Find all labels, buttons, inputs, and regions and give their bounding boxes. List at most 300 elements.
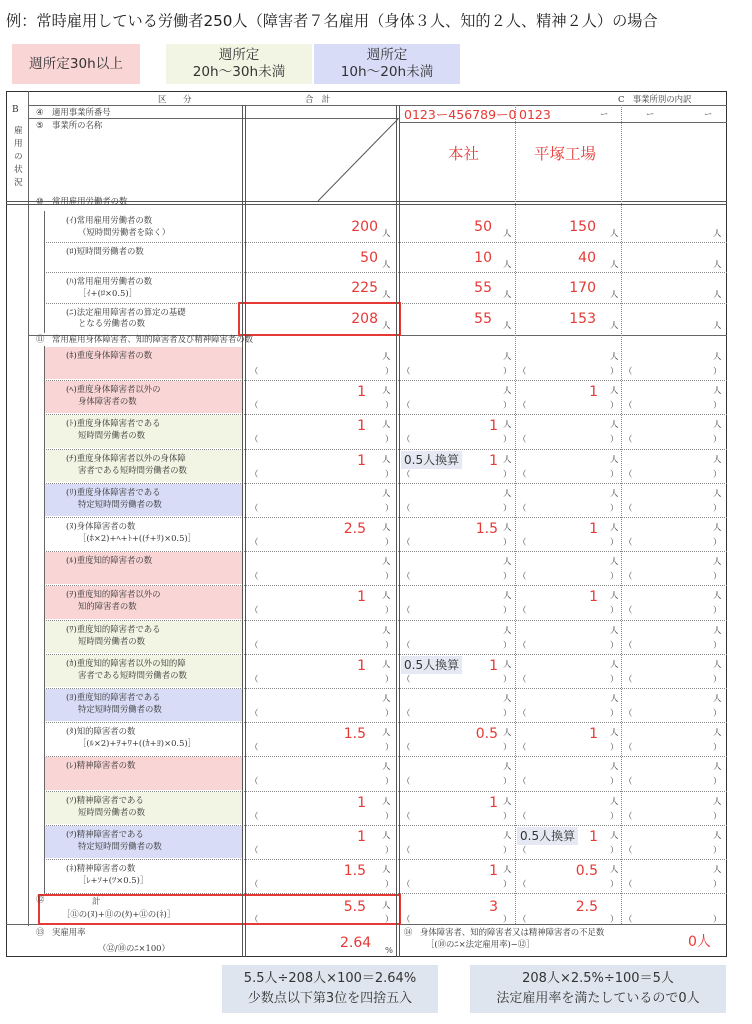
s10-row-2-hiratsuka: 170 — [569, 280, 596, 296]
s11-row-3-total-paren-open: （ — [250, 468, 259, 479]
s11-row-3-hiratsuka-unit: 人 — [610, 453, 619, 464]
office-name-hiratsuka: 平塚工場 — [534, 145, 597, 163]
s11-row-15-hiratsuka-paren-close: ） — [610, 879, 619, 889]
s11-row-3-honsha: 1 — [489, 452, 498, 469]
s11-row-10-total-paren-open: （ — [250, 708, 259, 718]
s10-row-1-divider — [44, 272, 727, 273]
s11-row-6-hiratsuka-paren-open: （ — [518, 571, 527, 582]
s11-row-0-label: (ﾎ)重度身体障害者の数 — [66, 350, 153, 360]
col-header-breakdown: C 事業所別の内訳 — [618, 94, 692, 104]
calc-note-right-line1: 208人×2.5%÷100＝5人 — [522, 971, 674, 986]
s11-row-13-hiratsuka-paren-close: ） — [610, 810, 619, 821]
s11-row-6-hiratsuka-unit: 人 — [610, 556, 619, 567]
s11-row-4-col3-paren-close: ） — [713, 502, 722, 513]
s11-row-4-honsha-paren-close: ） — [503, 502, 512, 513]
s10-row-3-honsha: 55 — [474, 310, 492, 327]
s11-row-8-hiratsuka-paren-close: ） — [610, 639, 619, 650]
s11-row-2-total-paren-close: ） — [385, 434, 394, 445]
s11-row-13-sublabel: 短時間労働者の数 — [78, 806, 145, 817]
s11-row-0-honsha-paren-open: （ — [402, 366, 411, 376]
s11-row-7-col3-paren-close: ） — [713, 605, 722, 616]
s11-row-12-honsha-paren-open: （ — [402, 776, 411, 787]
s11-row-7-col3-paren-open: （ — [624, 605, 633, 616]
s11-row-1-honsha-paren-open: （ — [402, 400, 411, 411]
s11-row-9-honsha-unit: 人 — [503, 658, 512, 669]
s11-row-1-hiratsuka: 1 — [589, 384, 598, 401]
col-divider-breakdown-2-3 — [621, 105, 622, 924]
office-code-line — [399, 122, 727, 123]
row12-honsha: 3 — [489, 899, 498, 916]
s10-row-2-total-unit: 人 — [382, 289, 391, 299]
s11-row-14-honsha-paren-open: （ — [402, 844, 411, 855]
s11-row-4-hiratsuka-paren-close: ） — [610, 502, 619, 513]
row12-total-unit: 人 — [382, 900, 391, 911]
row12-total-paren-close: ） — [385, 914, 394, 925]
s11-row-0-hiratsuka-unit: 人 — [610, 351, 619, 361]
s11-row-7-honsha-paren-close: ） — [503, 605, 512, 616]
s11-row-3-hiratsuka-paren-open: （ — [518, 468, 527, 479]
s11-row-10-total-unit: 人 — [382, 693, 391, 703]
s10-row-1-total-unit: 人 — [382, 258, 391, 269]
s11-row-11-total-paren-close: ） — [385, 742, 394, 753]
row5-number: ⑤ — [36, 120, 44, 130]
s11-row-11-hiratsuka-paren-open: （ — [518, 742, 527, 753]
s10-row-3-honsha-unit: 人 — [503, 319, 512, 330]
s11-row-8-honsha-paren-close: ） — [503, 639, 512, 650]
row12-number: ⑫ — [36, 894, 45, 904]
s11-row-14-col3-paren-open: （ — [624, 844, 633, 855]
s10-row-2-sublabel: ［ｲ+(ﾛ×0.5)］ — [78, 287, 138, 298]
s11-row-1-col3-paren-open: （ — [624, 400, 633, 411]
s11-row-8-total-unit: 人 — [382, 624, 391, 635]
s10-row-0-hiratsuka-unit: 人 — [610, 228, 619, 238]
s11-row-13-total: 1 — [357, 794, 366, 811]
s11-row-5-honsha-paren-open: （ — [402, 537, 411, 547]
s11-row-10-label: (ﾖ)重度知的障害者である — [66, 692, 161, 702]
s11-row-15-total: 1.5 — [343, 863, 366, 879]
s11-row-10-hiratsuka-unit: 人 — [610, 693, 619, 703]
s11-row-10-honsha-paren-close: ） — [503, 708, 512, 718]
s11-row-9-label: (ｶ)重度知的障害者以外の知的障 — [66, 657, 186, 668]
s11-row-3-honsha-paren-open: （ — [402, 468, 411, 479]
row13-label: 実雇用率 — [52, 927, 86, 937]
s11-row-14-hiratsuka-paren-open: （ — [518, 844, 527, 855]
section11-label: 常用雇用身体障害者、知的障害者及び精神障害者の数 — [52, 334, 253, 344]
calc-note-actual-rate — [222, 965, 438, 1013]
shortfall-count: 0人 — [688, 934, 711, 950]
s10-row-0-honsha: 50 — [474, 219, 492, 235]
s11-row-10-honsha-paren-open: （ — [402, 708, 411, 718]
s10-row-0-total: 200 — [351, 219, 378, 235]
s10-row-1-hiratsuka: 40 — [578, 249, 596, 266]
row12-honsha-paren-close: ） — [503, 914, 512, 925]
s10-row-1-col3-unit: 人 — [713, 258, 722, 269]
s11-row-1-col3-paren-close: ） — [713, 400, 722, 411]
s11-row-9-total: 1 — [357, 657, 366, 674]
s11-row-1-sublabel: 身体障害者の数 — [78, 396, 137, 407]
s11-row-5-sublabel: ［(ﾎ×2)+ﾍ+ﾄ+((ﾁ+ﾘ)×0.5)］ — [78, 533, 197, 543]
s11-row-15-label: (ﾈ)精神障害者の数 — [66, 863, 136, 873]
s11-row-7-total-paren-close: ） — [385, 605, 394, 616]
s11-row-3-honsha-unit: 人 — [503, 453, 512, 464]
s11-row-10-sublabel: 特定短時間労働者の数 — [78, 704, 162, 714]
s11-row-5-hiratsuka-paren-open: （ — [518, 537, 527, 547]
s11-row-14-col3-unit: 人 — [713, 829, 722, 840]
s11-row-9-sublabel: 害者である短時間労働者の数 — [78, 669, 187, 680]
s11-row-14-total-paren-open: （ — [250, 844, 259, 855]
s11-row-9-total-paren-close: ） — [385, 673, 394, 684]
s11-row-11-hiratsuka-unit: 人 — [610, 727, 619, 738]
s11-row-12-hiratsuka-paren-open: （ — [518, 776, 527, 787]
s11-row-4-sublabel: 特定短時間労働者の数 — [78, 498, 162, 509]
row14-formula: ［(⑩のﾆ×法定雇用率)−⑫］ — [426, 939, 535, 949]
s10-row-0-label: (ｲ)常用雇用労働者の数 — [66, 215, 153, 225]
s11-row-8-total-paren-open: （ — [250, 639, 259, 650]
s11-row-9-honsha: 1 — [489, 657, 498, 674]
s11-row-14-honsha-paren-close: ） — [503, 844, 512, 855]
s11-row-8-col3-paren-open: （ — [624, 639, 633, 650]
s11-row-13-honsha: 1 — [489, 794, 498, 811]
s11-row-14-divider — [44, 859, 727, 860]
s11-row-14-hiratsuka-paren-close: ） — [610, 844, 619, 855]
s11-row-5-hiratsuka-unit: 人 — [610, 522, 619, 532]
s11-row-0-col3-unit: 人 — [713, 351, 722, 361]
s11-row-11-col3-paren-close: ） — [713, 742, 722, 753]
section11-number: ⑪ — [36, 334, 45, 344]
s11-row-15-col3-unit: 人 — [713, 864, 722, 874]
s11-row-2-hiratsuka-unit: 人 — [610, 419, 619, 430]
s10-row-0-honsha-unit: 人 — [503, 228, 512, 238]
row12-col3-paren-open: （ — [624, 914, 633, 925]
s11-row-15-hiratsuka-unit: 人 — [610, 864, 619, 874]
s11-row-12-total-paren-open: （ — [250, 776, 259, 787]
s11-row-4-label: (ﾘ)重度身体障害者である — [66, 486, 161, 497]
s11-row-13-hiratsuka-unit: 人 — [610, 795, 619, 806]
s11-row-12-total-unit: 人 — [382, 761, 391, 772]
s11-row-9-conversion-tag: 0.5人換算 — [401, 656, 462, 674]
s10-row-0-total-unit: 人 — [382, 228, 391, 238]
s10-row-0-col3-unit: 人 — [713, 228, 722, 238]
s11-row-9-col3-paren-close: ） — [713, 673, 722, 684]
s11-row-7-col3-unit: 人 — [713, 590, 722, 601]
page-title: 例：常時雇用している労働者250人（障害者７名雇用（身体３人、知的２人、精神２人）の場合 — [6, 12, 658, 30]
s11-row-5-hiratsuka: 1 — [589, 521, 598, 537]
s11-row-2-hiratsuka-paren-open: （ — [518, 434, 527, 445]
s11-row-1-label: (ﾍ)重度身体障害者以外の — [66, 384, 161, 395]
s11-row-2-col3-unit: 人 — [713, 419, 722, 430]
s11-row-5-hiratsuka-paren-close: ） — [610, 537, 619, 547]
col-divider-breakdown-1-2 — [515, 105, 516, 924]
s11-row-6-hiratsuka-paren-close: ） — [610, 571, 619, 582]
row12-total-paren-open: （ — [250, 914, 259, 925]
s11-row-10-col3-paren-open: （ — [624, 708, 633, 718]
s11-row-11-total: 1.5 — [343, 726, 366, 743]
s11-row-5-honsha-unit: 人 — [503, 522, 512, 532]
s11-row-8-sublabel: 短時間労働者の数 — [78, 635, 145, 646]
s11-row-9-col3-paren-open: （ — [624, 673, 633, 684]
s11-row-15-honsha: 1 — [489, 863, 498, 879]
s11-row-11-hiratsuka-paren-close: ） — [610, 742, 619, 753]
s11-row-15-total-paren-open: （ — [250, 879, 259, 889]
s11-row-3-col3-paren-open: （ — [624, 468, 633, 479]
s11-row-13-honsha-unit: 人 — [503, 795, 512, 806]
s11-row-11-col3-paren-open: （ — [624, 742, 633, 753]
s11-row-13-col3-unit: 人 — [713, 795, 722, 806]
s11-row-1-col3-unit: 人 — [713, 385, 722, 396]
s11-row-2-honsha: 1 — [489, 418, 498, 435]
row5-label: 事業所の名称 — [52, 120, 103, 130]
s11-row-15-honsha-paren-close: ） — [503, 879, 512, 889]
s11-row-10-divider — [44, 722, 727, 723]
s11-row-13-col3-paren-close: ） — [713, 810, 722, 821]
s11-row-14-sublabel: 特定短時間労働者の数 — [78, 840, 162, 851]
s11-row-13-label: (ｿ)精神障害者である — [66, 794, 144, 805]
s11-row-0-col3-paren-open: （ — [624, 366, 633, 376]
s11-row-7-total-paren-open: （ — [250, 605, 259, 616]
s11-row-14-col3-paren-close: ） — [713, 844, 722, 855]
s11-row-14-conversion-tag: 0.5人換算 — [517, 827, 578, 845]
row14-number: ⑭ — [404, 927, 413, 937]
s11-row-6-total-paren-open: （ — [250, 571, 259, 582]
s11-row-15-sublabel: ［ﾚ+ｿ+(ﾂ×0.5)］ — [78, 875, 149, 885]
col-header-category: 区 分 — [158, 94, 192, 104]
office-code-2-dash: ー — [600, 109, 609, 119]
s11-row-3-col3-unit: 人 — [713, 453, 722, 464]
left-border-line — [28, 91, 29, 926]
s10-row-0-sublabel: （短時間労働者を除く） — [78, 226, 171, 237]
s11-row-7-hiratsuka-paren-close: ） — [610, 605, 619, 616]
s10-row-1-honsha: 10 — [474, 249, 492, 266]
s11-row-2-honsha-unit: 人 — [503, 419, 512, 430]
s11-row-4-total-paren-open: （ — [250, 502, 259, 513]
s11-row-6-honsha-paren-open: （ — [402, 571, 411, 582]
legend-blue-label-1: 週所定 — [366, 47, 408, 63]
s11-row-4-total-unit: 人 — [382, 487, 391, 498]
s11-row-1-hiratsuka-paren-open: （ — [518, 400, 527, 411]
row4-label: 適用事業所番号 — [52, 107, 111, 117]
s11-row-11-col3-unit: 人 — [713, 727, 722, 738]
row13-formula: （⑫/⑩のﾆ×100） — [98, 943, 170, 953]
s11-row-5-total-unit: 人 — [382, 522, 391, 532]
s11-row-11-honsha: 0.5 — [475, 726, 498, 743]
legend-green-label-1: 週所定 — [218, 47, 260, 63]
col-divider-category-total — [242, 105, 246, 924]
s10-row-3-hiratsuka-unit: 人 — [610, 319, 619, 330]
s11-row-9-hiratsuka-paren-open: （ — [518, 673, 527, 684]
legend-30h-plus — [12, 44, 140, 84]
s11-row-5-honsha-paren-close: ） — [503, 537, 512, 547]
s11-row-1-hiratsuka-unit: 人 — [610, 385, 619, 396]
s11-row-4-honsha-paren-open: （ — [402, 502, 411, 513]
s11-row-1-honsha-paren-close: ） — [503, 400, 512, 411]
s11-row-11-label: (ﾀ)知的障害者の数 — [66, 726, 136, 737]
s11-row-1-honsha-unit: 人 — [503, 385, 512, 396]
highlight-base-worker-count — [238, 302, 401, 336]
s11-row-6-label: (ﾙ)重度知的障害者の数 — [66, 555, 153, 566]
s11-row-4-divider — [44, 517, 727, 518]
s11-row-2-label: (ﾄ)重度身体障害者である — [66, 418, 161, 429]
s11-row-9-honsha-paren-close: ） — [503, 673, 512, 684]
row12-hiratsuka: 2.5 — [575, 899, 598, 916]
s11-row-10-col3-paren-close: ） — [713, 708, 722, 718]
s11-row-12-col3-paren-close: ） — [713, 776, 722, 787]
office-code-3-dash-a: ー — [646, 109, 655, 119]
s10-row-0-hiratsuka: 150 — [569, 219, 596, 235]
legend-pink-label: 週所定30h以上 — [29, 55, 123, 72]
s11-row-14-total-unit: 人 — [382, 829, 391, 840]
s11-row-2-total: 1 — [357, 418, 366, 435]
s11-row-3-col3-paren-close: ） — [713, 468, 722, 479]
s11-row-13-total-paren-open: （ — [250, 810, 259, 821]
s10-row-1-total: 50 — [360, 249, 378, 266]
s11-row-9-honsha-paren-open: （ — [402, 673, 411, 684]
s11-row-3-conversion-tag: 0.5人換算 — [401, 451, 462, 469]
s11-row-2-hiratsuka-paren-close: ） — [610, 434, 619, 445]
s11-row-9-total-paren-open: （ — [250, 673, 259, 684]
legend-green-label-2: 20h〜30h未満 — [192, 64, 286, 80]
row12-total: 5.5 — [343, 899, 366, 916]
s11-row-0-honsha-unit: 人 — [503, 351, 512, 361]
row12-label: 計 — [92, 896, 101, 906]
s10-row-1-label: (ﾛ)短時間労働者の数 — [66, 245, 144, 256]
s11-row-15-total-unit: 人 — [382, 864, 391, 874]
s11-row-13-honsha-paren-open: （ — [402, 810, 411, 821]
row12-col3-paren-close: ） — [713, 914, 722, 925]
s11-row-4-honsha-unit: 人 — [503, 487, 512, 498]
s11-row-6-honsha-paren-close: ） — [503, 571, 512, 582]
s11-row-14-label: (ﾂ)精神障害者である — [66, 828, 144, 839]
s11-row-4-hiratsuka-paren-open: （ — [518, 502, 527, 513]
s10-row-3-total-unit: 人 — [382, 319, 391, 330]
s11-row-7-hiratsuka: 1 — [589, 589, 598, 606]
s11-row-15-honsha-paren-open: （ — [402, 879, 411, 889]
s11-row-4-total-paren-close: ） — [385, 502, 394, 513]
s11-row-8-honsha-unit: 人 — [503, 624, 512, 635]
s11-row-6-honsha-unit: 人 — [503, 556, 512, 567]
s11-row-9-hiratsuka-unit: 人 — [610, 658, 619, 669]
s11-row-15-hiratsuka: 0.5 — [575, 863, 598, 879]
row12-honsha-paren-open: （ — [402, 914, 411, 925]
s11-row-14-total-paren-close: ） — [385, 844, 394, 855]
s10-row-3-sublabel: となる労働者の数 — [78, 318, 145, 328]
section10-label: 常用雇用労働者の数 — [52, 196, 128, 206]
s11-row-5-label: (ﾇ)身体障害者の数 — [66, 521, 136, 531]
s11-row-5-total-paren-close: ） — [385, 537, 394, 547]
s11-row-0-hiratsuka-paren-open: （ — [518, 366, 527, 376]
section10-number: ⑩ — [36, 196, 44, 206]
office-name-honsha: 本社 — [448, 145, 480, 163]
s11-row-7-label: (ｦ)重度知的障害者以外の — [66, 589, 161, 600]
section-b-letter: B — [12, 105, 19, 115]
s11-row-15-hiratsuka-paren-open: （ — [518, 879, 527, 889]
s11-row-11-total-paren-open: （ — [250, 742, 259, 753]
s11-row-3-hiratsuka-paren-close: ） — [610, 468, 619, 479]
s11-row-2-total-paren-open: （ — [250, 434, 259, 445]
s11-row-5-col3-unit: 人 — [713, 522, 722, 532]
s11-row-1-total-paren-close: ） — [385, 400, 394, 411]
s11-row-15-total-paren-close: ） — [385, 879, 394, 889]
s11-row-0-hiratsuka-paren-close: ） — [610, 366, 619, 376]
office-code-3-dash-b: ー — [704, 109, 713, 119]
s11-row-3-label: (ﾁ)重度身体障害者以外の身体障 — [66, 452, 186, 463]
row12-hiratsuka-paren-open: （ — [518, 914, 527, 925]
s11-row-13-hiratsuka-paren-open: （ — [518, 810, 527, 821]
diagonal-slash — [316, 119, 399, 201]
s11-row-0-total-paren-close: ） — [385, 366, 394, 376]
s11-row-8-label: (ﾜ)重度知的障害者である — [66, 623, 161, 634]
s11-row-14-hiratsuka: 1 — [589, 828, 598, 845]
s11-row-7-total: 1 — [357, 589, 366, 606]
s10-row-1-honsha-unit: 人 — [503, 258, 512, 269]
row14-label: 身体障害者、知的障害者又は精神障害者の不足数 — [420, 927, 605, 937]
s10-row-2-label: (ﾊ)常用雇用労働者の数 — [66, 276, 153, 286]
s11-row-9-hiratsuka-paren-close: ） — [610, 673, 619, 684]
s11-row-12-hiratsuka-unit: 人 — [610, 761, 619, 772]
office-code-1: 0123ー456789ー0 — [404, 107, 517, 122]
s11-row-0-col3-paren-close: ） — [713, 366, 722, 376]
s11-row-7-honsha-paren-open: （ — [402, 605, 411, 616]
s11-row-11-hiratsuka: 1 — [589, 726, 598, 743]
s11-row-9-col3-unit: 人 — [713, 658, 722, 669]
s11-row-2-honsha-paren-close: ） — [503, 434, 512, 445]
s11-row-2-total-unit: 人 — [382, 419, 391, 430]
s11-row-8-hiratsuka-unit: 人 — [610, 624, 619, 635]
s11-row-5-total: 2.5 — [343, 521, 366, 537]
s11-row-7-total-unit: 人 — [382, 590, 391, 601]
s11-row-10-hiratsuka-paren-open: （ — [518, 708, 527, 718]
s11-row-5-col3-paren-open: （ — [624, 537, 633, 547]
s11-row-5-col3-paren-close: ） — [713, 537, 722, 547]
calc-note-left-line1: 5.5人÷208人×100＝2.64% — [243, 971, 417, 986]
legend-20-30h — [166, 44, 312, 84]
s11-row-12-total-paren-close: ） — [385, 776, 394, 787]
s11-row-0-honsha-paren-close: ） — [503, 366, 512, 376]
s11-row-6-total-unit: 人 — [382, 556, 391, 567]
s11-row-13-honsha-paren-close: ） — [503, 810, 512, 821]
s11-row-3-honsha-paren-close: ） — [503, 468, 512, 479]
s10-row-3-col3-unit: 人 — [713, 319, 722, 330]
s11-row-11-honsha-paren-open: （ — [402, 742, 411, 753]
row12-formula: ［⑪の(ﾇ)+⑪の(ﾀ)+⑪の(ﾈ)］ — [62, 909, 176, 919]
s11-row-15-col3-paren-close: ） — [713, 879, 722, 889]
office-code-2: 0123 — [519, 107, 551, 122]
calc-note-left-line2: 少数点以下第3位を四捨五入 — [247, 991, 413, 1006]
s11-row-5-total-paren-open: （ — [250, 537, 259, 547]
s11-row-3-sublabel: 害者である短時間労働者の数 — [78, 464, 187, 475]
s11-row-6-col3-paren-close: ） — [713, 571, 722, 582]
s11-row-6-col3-unit: 人 — [713, 556, 722, 567]
s11-row-7-hiratsuka-unit: 人 — [610, 590, 619, 601]
s11-row-8-total-paren-close: ） — [385, 639, 394, 650]
s10-row-1-hiratsuka-unit: 人 — [610, 258, 619, 269]
col-divider-total-breakdown — [396, 105, 400, 924]
s11-indent-line — [44, 346, 45, 893]
legend-10-20h — [314, 44, 460, 84]
s11-row-15-col3-paren-open: （ — [624, 879, 633, 889]
section-b-vertical-label: 雇 用 の 状 況 — [14, 126, 23, 188]
s11-row-2-col3-paren-open: （ — [624, 434, 633, 445]
s11-row-12-hiratsuka-paren-close: ） — [610, 776, 619, 787]
s11-row-11-sublabel: ［(ﾙ×2)+ｦ+ﾜ+((ｶ+ﾖ)×0.5)］ — [78, 738, 197, 749]
s11-row-10-col3-unit: 人 — [713, 693, 722, 703]
s11-row-5-honsha: 1.5 — [475, 521, 498, 537]
s11-row-12-col3-unit: 人 — [713, 761, 722, 772]
s11-row-1-total-paren-open: （ — [250, 400, 259, 411]
row13-14-divider — [396, 924, 400, 957]
s11-row-8-col3-paren-close: ） — [713, 639, 722, 650]
s11-row-13-total-unit: 人 — [382, 795, 391, 806]
s11-row-2-sublabel: 短時間労働者の数 — [78, 430, 145, 441]
